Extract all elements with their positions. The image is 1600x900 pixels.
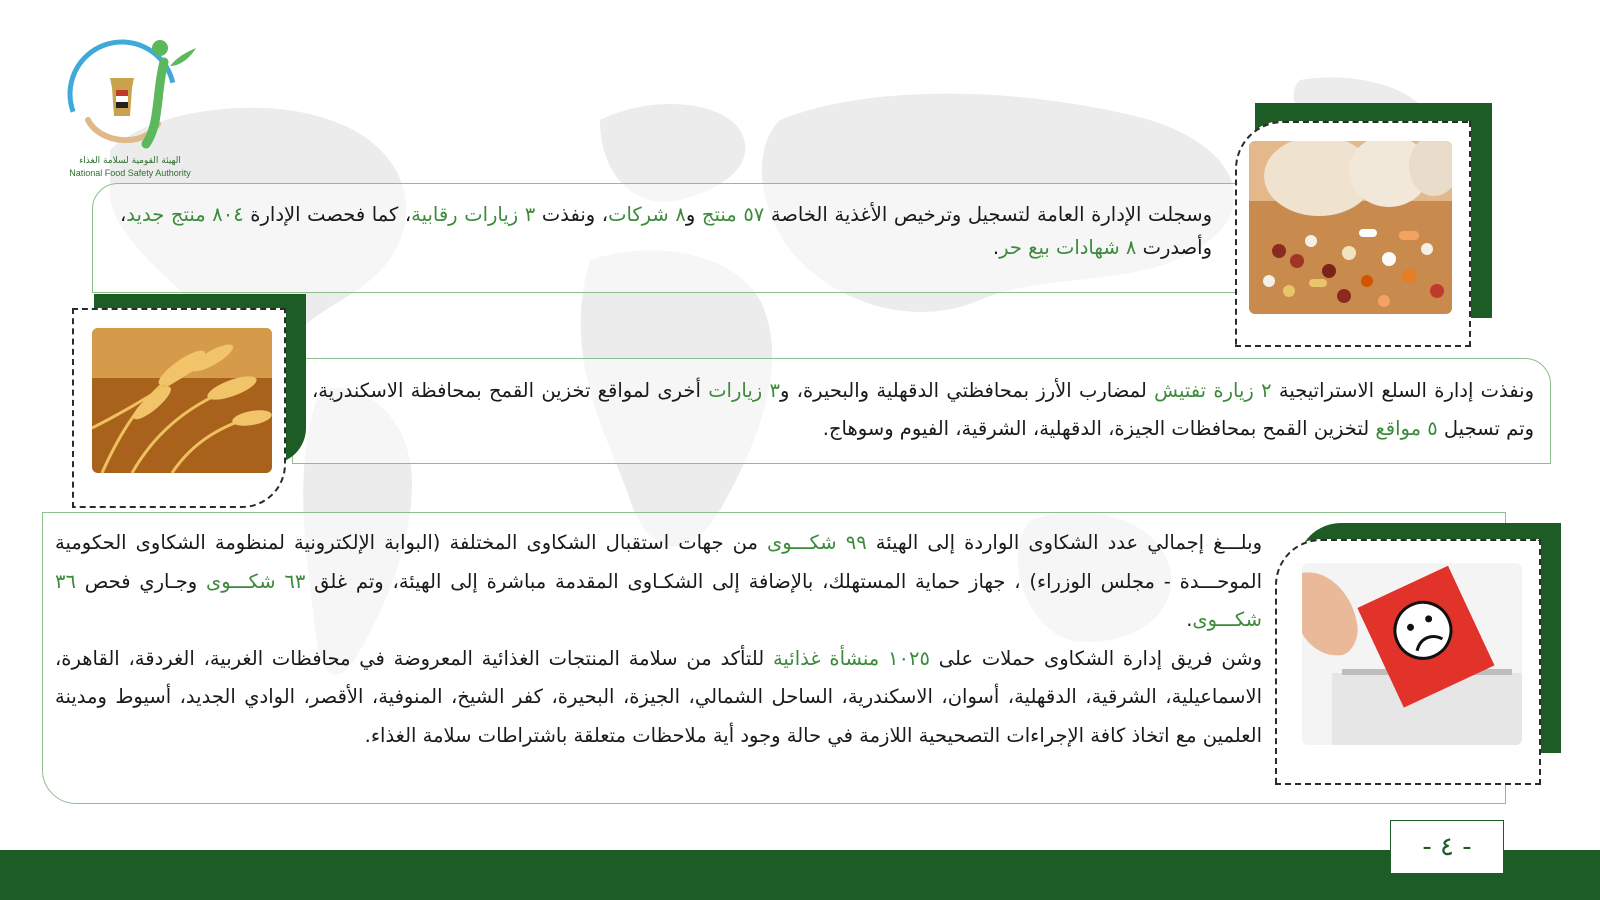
p3-text-2: من جهات استقبال الشكاوى المختلفة (البوابة الإلكترونية لمنظومة الشكاوى الحكومية الموحـــدة - مجلس الوزراء) ، جهاز حماية المستهلك، بالإضافة إلى الشكـاوى المقدمة مباشرة إلى الهيئة، وتم غلق [55, 531, 1262, 593]
logo-arabic-name: الهيئة القومية لسلامة الغذاء [79, 156, 181, 166]
p1-highlight-visits: ٣ زيارات رقابية [411, 203, 536, 226]
paragraph-strategic-goods [312, 372, 1534, 448]
p1-text-4: ، كما فحصت الإدارة [243, 203, 412, 226]
paragraph-special-foods [120, 198, 1212, 264]
p1-text-1: وسجلت الإدارة العامة لتسجيل وترخيص الأغذية الخاصة [764, 203, 1212, 226]
p4-text-2: للتأكد من سلامة المنتجات الغذائية المعروضة في محافظات الغربية، الغردقة، القاهرة، الاسماعيلية، الشرقية، الدقهلية، أسوان، الاسكندرية، الساحل الشمالي، الجيزة، البحيرة، كفر الشيخ، المنوفية، الأقصر، الوادي الجديد، أسيوط ومدينة العلمين مع اتخاذ كافة الإجراءات التصحيحية اللازمة في حالة وجود أية ملاحظات متعلقة باشتراطات سلامة الغذاء. [55, 646, 1262, 747]
paragraph-complaints [55, 524, 1262, 755]
p1-text-2: و [685, 203, 702, 226]
wheat-photo [92, 328, 272, 473]
pills-image-frame [1235, 103, 1492, 346]
p1-highlight-new-products: ٨٠٤ منتج جديد [126, 203, 244, 226]
p3-text-4: . [1186, 608, 1193, 631]
nfsa-logo [60, 32, 200, 182]
p2-highlight-sites: ٥ مواقع [1375, 417, 1438, 440]
footer-bar [0, 850, 1600, 900]
p1-highlight-companies: ٨ شركات [608, 203, 686, 226]
p1-highlight-certificates: ٨ شهادات بيع حر [999, 236, 1137, 259]
p2-text-1: ونفذت إدارة السلع الاستراتيجية [1271, 379, 1534, 402]
p3-text-1: وبلـــغ إجمالي عدد الشكاوى الواردة إلى الهيئة [866, 531, 1262, 554]
page-number: - ٤ - [1390, 820, 1504, 874]
complaints-campaigns [55, 640, 1262, 756]
p2-highlight-visits: ٣ زيارات [708, 379, 780, 402]
sad-face-ballot-photo [1302, 563, 1522, 745]
p3-text-3: وجـاري فحص [75, 569, 206, 593]
nfsa-logo-icon [60, 32, 200, 156]
p4-highlight-facilities: ١٠٢٥ منشأة غذائية [772, 646, 930, 670]
p2-text-2: لمضارب الأرز بمحافظتي الدقهلية والبحيرة، و [779, 379, 1155, 402]
p1-highlight-products: ٥٧ منتج [701, 203, 765, 226]
p2-text-4: لتخزين القمح بمحافظات الجيزة، الدقهلية، الشرقية، الفيوم وسوهاج. [822, 417, 1376, 440]
p1-text-3: ، ونفذت [535, 203, 609, 226]
logo-english-name: National Food Safety Authority [69, 168, 191, 178]
wheat-image-frame [72, 294, 306, 508]
pills-photo [1249, 141, 1452, 314]
p2-text-3: أخرى لمواقع تخزين القمح بمحافظة الاسكندرية، وتم تسجيل [312, 379, 1534, 440]
p2-highlight-inspections: ٢ زيارة تفتيش [1154, 379, 1272, 402]
complaint-image-frame [1275, 523, 1561, 784]
p1-text-6: . [992, 236, 1000, 259]
p4-text-1: وشن فريق إدارة الشكاوى حملات على [929, 646, 1262, 670]
p3-highlight-pending: ٣٦ شكـــوى [55, 569, 1262, 631]
p1-text-5: ، وأصدرت [120, 203, 1212, 259]
complaints-summary [55, 524, 1262, 640]
p3-highlight-closed: ٦٣ شكـــوى [206, 569, 306, 593]
p3-highlight-total: ٩٩ شكـــوى [767, 531, 867, 554]
